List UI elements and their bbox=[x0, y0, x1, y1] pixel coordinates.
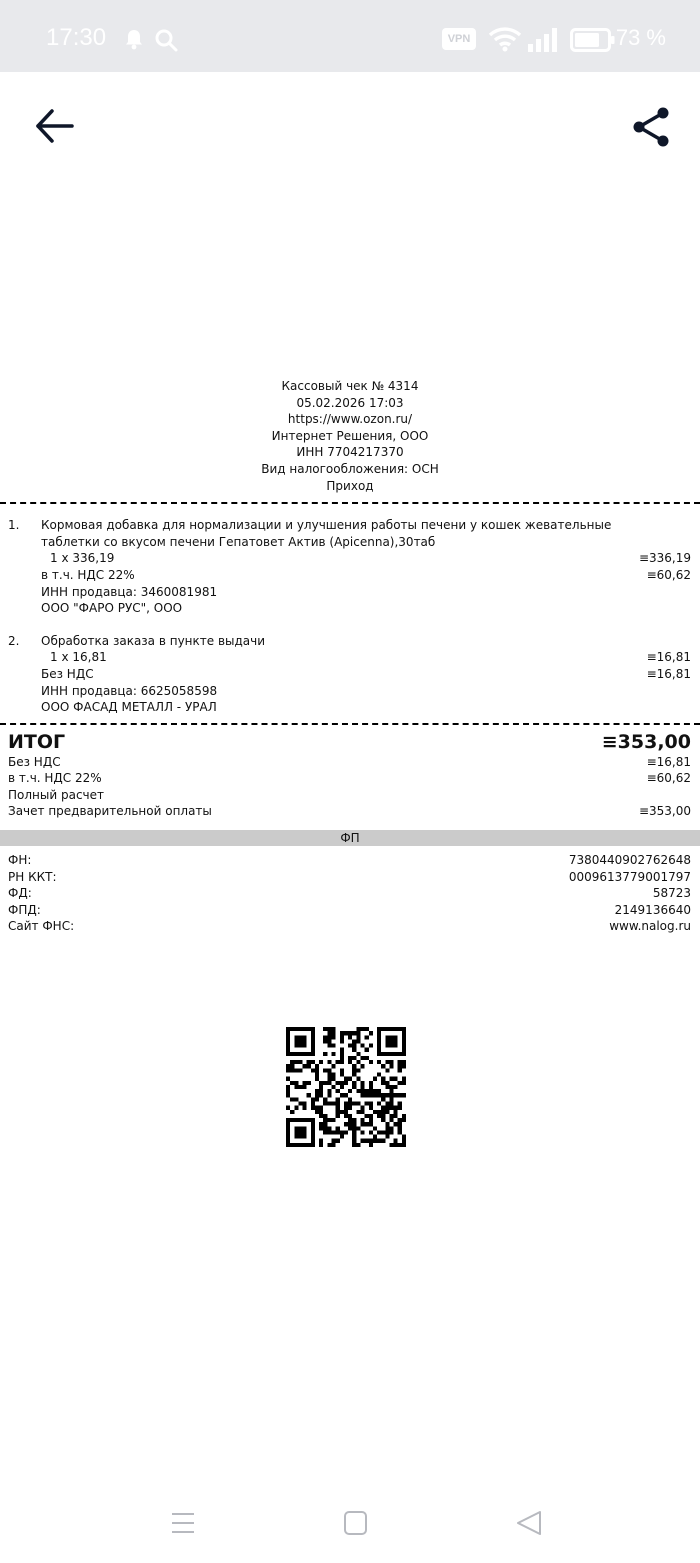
item-seller-inn: ИНН продавца: 3460081981 bbox=[41, 584, 218, 599]
battery-icon bbox=[570, 28, 616, 52]
prepay-value: ≡353,00 bbox=[638, 804, 691, 819]
item-vat-label: Без НДС bbox=[41, 666, 94, 681]
status-bar bbox=[0, 0, 700, 72]
search-icon bbox=[154, 28, 178, 52]
vpn-icon: VPN bbox=[442, 28, 476, 50]
dashed-divider bbox=[0, 723, 700, 725]
fiscal-label: Сайт ФНС: bbox=[8, 919, 75, 934]
arrow-left-icon bbox=[30, 104, 78, 148]
vat22-label: в т.ч. НДС 22% bbox=[8, 771, 102, 786]
fiscal-row bbox=[0, 869, 700, 886]
receipt-company: Интернет Решения, ООО bbox=[271, 428, 429, 443]
vat22-value: ≡60,62 bbox=[646, 771, 691, 786]
item-seller: ООО "ФАРО РУС", ООО bbox=[41, 601, 183, 616]
fiscal-label: ФН: bbox=[8, 853, 32, 868]
item-qty-row bbox=[8, 550, 691, 567]
item-index: 1. bbox=[8, 518, 20, 533]
total-row bbox=[0, 730, 700, 754]
prepay-label: Зачет предварительной оплаты bbox=[8, 804, 212, 819]
qr-code-icon bbox=[286, 1026, 406, 1148]
item-name-cont: таблетки со вкусом печени Гепатовет Актив (Apicenna),30таб bbox=[41, 534, 436, 549]
receipt-title: Кассовый чек № 4314 bbox=[281, 379, 419, 393]
total-label: ИТОГ bbox=[8, 730, 66, 753]
menu-icon bbox=[166, 1506, 200, 1540]
share-button[interactable] bbox=[628, 104, 676, 150]
receipt bbox=[0, 378, 700, 935]
fiscal-value: 2149136640 bbox=[614, 902, 691, 917]
item-name: Кормовая добавка для нормализации и улучшения работы печени у кошек жевательные bbox=[41, 518, 612, 533]
fiscal-value: 7380440902762648 bbox=[568, 853, 691, 868]
signal-icon bbox=[528, 28, 560, 52]
fiscal-row bbox=[0, 885, 700, 902]
receipt-datetime: 05.02.2026 17:03 bbox=[296, 395, 404, 410]
item-vat-row bbox=[8, 567, 691, 584]
nav-menu-button[interactable] bbox=[166, 1506, 200, 1540]
nav-back-button[interactable] bbox=[512, 1506, 546, 1540]
item-qty-price: 1 x 336,19 bbox=[50, 551, 115, 566]
item-index: 2. bbox=[8, 633, 20, 648]
fiscal-value: 0009613779001797 bbox=[568, 869, 691, 884]
battery-percent: 73 % bbox=[615, 25, 666, 50]
receipt-operation: Приход bbox=[326, 478, 374, 493]
total-value: ≡353,00 bbox=[601, 730, 691, 753]
receipt-inn: ИНН 7704217370 bbox=[296, 445, 404, 460]
full-payment-label: Полный расчет bbox=[8, 787, 104, 802]
fiscal-row bbox=[0, 902, 700, 919]
item-vat-label: в т.ч. НДС 22% bbox=[41, 567, 135, 582]
fiscal-value: 58723 bbox=[652, 886, 691, 901]
no-vat-row bbox=[0, 754, 700, 771]
back-triangle-icon bbox=[512, 1506, 546, 1540]
item-vat-value: ≡60,62 bbox=[646, 567, 691, 582]
receipt-header bbox=[0, 378, 700, 494]
dashed-divider bbox=[0, 502, 700, 504]
fiscal-row bbox=[0, 918, 700, 935]
item-qty-price: 1 x 16,81 bbox=[50, 650, 107, 665]
home-square-icon bbox=[338, 1506, 372, 1540]
bell-icon bbox=[124, 28, 144, 50]
nav-home-button[interactable] bbox=[338, 1506, 372, 1540]
receipt-site: https://www.ozon.ru/ bbox=[287, 412, 413, 427]
fiscal-row bbox=[0, 852, 700, 869]
wifi-icon bbox=[488, 26, 522, 52]
item-seller-inn: ИНН продавца: 6625058598 bbox=[41, 683, 218, 698]
no-vat-label: Без НДС bbox=[8, 754, 61, 769]
fiscal-label: РН ККТ: bbox=[8, 869, 57, 884]
item-qty-row bbox=[8, 649, 691, 666]
fiscal-label: ФПД: bbox=[8, 902, 41, 917]
item-sum: ≡16,81 bbox=[646, 650, 691, 665]
full-payment-row bbox=[0, 787, 700, 804]
share-icon bbox=[628, 104, 676, 150]
status-time: 17:30 bbox=[46, 24, 107, 51]
item-sum: ≡336,19 bbox=[638, 551, 691, 566]
receipt-item bbox=[0, 633, 700, 716]
fp-bar: ФП bbox=[0, 830, 700, 846]
app-bar bbox=[0, 72, 700, 182]
system-nav-bar bbox=[0, 1490, 700, 1563]
item-name: Обработка заказа в пункте выдачи bbox=[41, 633, 266, 648]
fiscal-label: ФД: bbox=[8, 886, 32, 901]
prepay-row bbox=[0, 803, 700, 820]
fiscal-value: www.nalog.ru bbox=[609, 919, 691, 934]
receipt-tax-system: Вид налогообложения: ОСН bbox=[261, 461, 439, 476]
vat22-row bbox=[0, 770, 700, 787]
back-button[interactable] bbox=[30, 104, 78, 148]
no-vat-value: ≡16,81 bbox=[646, 754, 691, 769]
item-vat-row bbox=[8, 666, 691, 683]
receipt-item bbox=[0, 517, 700, 617]
item-seller: ООО ФАСАД МЕТАЛЛ - УРАЛ bbox=[41, 700, 217, 715]
item-vat-value: ≡16,81 bbox=[646, 666, 691, 681]
